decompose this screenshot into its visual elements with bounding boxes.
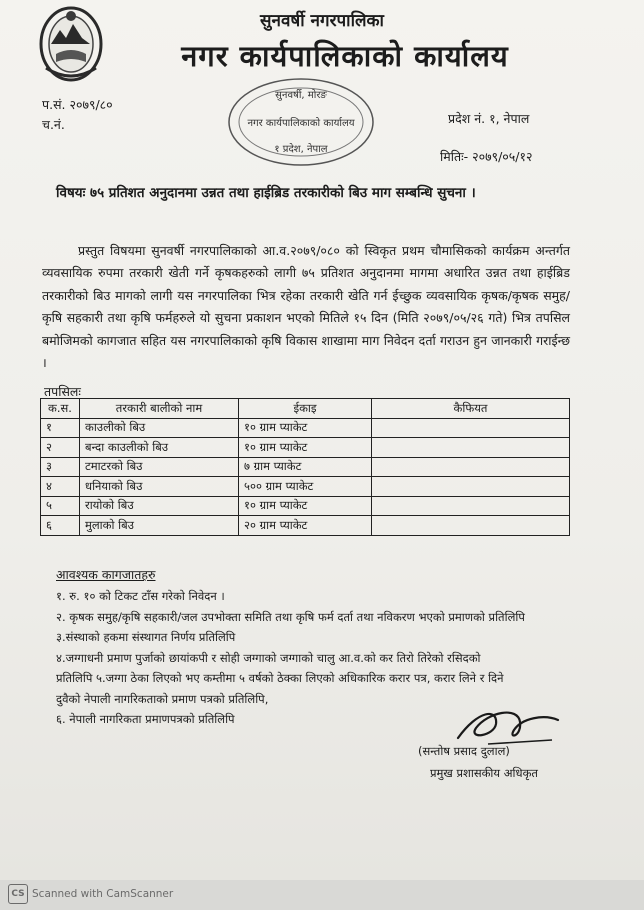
cell-remarks bbox=[372, 516, 570, 536]
stamp-line-3: १ प्रदेश, नेपाल bbox=[274, 144, 328, 155]
list-item: २. कृषक समुह/कृषि सहकारी/जल उपभोक्ता समिति तथा कृषि फर्म दर्ता तथा नविकरण भएको प्रमाणको प्रतिलिपि bbox=[56, 609, 525, 624]
header-remarks: कैफियत bbox=[372, 399, 570, 419]
notice-subject: विषयः ७५ प्रतिशत अनुदानमा उन्नत तथा हाईब्रिड तरकारीको बिउ माग सम्बन्धि सुचना । bbox=[56, 185, 476, 201]
letter-date: मितिः- २०७९/०५/१२ bbox=[440, 149, 533, 164]
cell-serial: २ bbox=[41, 438, 80, 458]
signer-name: (सन्तोष प्रसाद दुलाल) bbox=[418, 744, 510, 758]
stamp-line-1: सुनवर्षी, मोरङ bbox=[275, 90, 327, 101]
table-row bbox=[41, 418, 570, 438]
cell-remarks bbox=[372, 438, 570, 458]
header-serial: क.स. bbox=[41, 399, 80, 419]
dispatch-number: च.नं. bbox=[42, 117, 65, 132]
camscanner-watermark bbox=[8, 884, 173, 904]
cell-remarks bbox=[372, 457, 570, 477]
cell-unit: ५०० ग्राम प्याकेट bbox=[239, 477, 372, 497]
list-item: प्रतिलिपि ५.जग्गा ठेका लिएको भए कम्तीमा ५ वर्षको ठेक्का लिएको अधिकारिक करार पत्र, करार लिने र दिने bbox=[56, 671, 504, 685]
signature-icon bbox=[448, 700, 568, 748]
cell-crop: मुलाको बिउ bbox=[80, 516, 239, 536]
signer-title: प्रमुख प्रशासकीय अधिकृत bbox=[430, 766, 538, 780]
list-item: ६. नेपाली नागरिकता प्रमाणपत्रको प्रतिलिपि bbox=[56, 712, 235, 726]
table-row bbox=[41, 438, 570, 458]
list-item: १. रु. १० को टिकट टाँस गरेको निवेदन । bbox=[56, 589, 225, 603]
table-row bbox=[41, 477, 570, 497]
table-caption: तपसिलः bbox=[44, 384, 81, 399]
cell-serial: ५ bbox=[41, 496, 80, 516]
cell-serial: ४ bbox=[41, 477, 80, 497]
cell-crop: रायोको बिउ bbox=[80, 496, 239, 516]
stamp-line-2: नगर कार्यपालिकाको कार्यालय bbox=[247, 118, 355, 129]
cell-crop: धनियाको बिउ bbox=[80, 477, 239, 497]
header-crop: तरकारी बालीको नाम bbox=[80, 399, 239, 419]
table-header-row bbox=[41, 399, 570, 419]
camscanner-logo: CS bbox=[8, 884, 28, 904]
reference-number: प.सं. २०७९/८० bbox=[42, 97, 113, 112]
cell-crop: काउलीको बिउ bbox=[80, 418, 239, 438]
cell-unit: १० ग्राम प्याकेट bbox=[239, 496, 372, 516]
notice-body: प्रस्तुत विषयमा सुनवर्षी नगरपालिकाको आ.व.२०७९/०८० को स्विकृत प्रथम चौमासिकको कार्यक्रम अन्तर्गत व्यवसायिक रुपमा तरकारी खेती गर्ने कृषकहरुको लागी ७५ प्रतिशत अनुदानमा मागमा अधारित उन्नत तथा हाईब्रिड तरकारीको बिउ मागको लागी यस नगरपालिका भित्र रहेका तरकारी खेति गर्न ईच्छुक व्यवसायिक कृषक/कृषक समुह/कृषि सहकारी तथा कृषि फर्महरुले यो सुचना प्रकाशन भएको मितिले १५ दिन (मिति २०७९/०५/२६ गते) भित्र तपसिल बमोजिमको कागजात सहित यस नगरपालिकाको कृषि विकास शाखामा माग निवेदन दर्ता गराउन हुन जानकारी गराईन्छ । bbox=[42, 243, 570, 371]
cell-crop: बन्दा काउलीको बिउ bbox=[80, 438, 239, 458]
province-label: प्रदेश नं. १, नेपाल bbox=[448, 111, 530, 126]
requirements-title: आवश्यक कागजातहरु bbox=[56, 567, 156, 582]
cell-remarks bbox=[372, 496, 570, 516]
cell-remarks bbox=[372, 477, 570, 497]
cell-crop: टमाटरको बिउ bbox=[80, 457, 239, 477]
office-stamp-icon bbox=[226, 76, 376, 168]
municipality-name: सुनवर्षी नगरपालिका bbox=[260, 11, 384, 31]
cell-unit: १० ग्राम प्याकेट bbox=[239, 418, 372, 438]
table-row bbox=[41, 496, 570, 516]
seed-table bbox=[40, 398, 570, 536]
cell-serial: ६ bbox=[41, 516, 80, 536]
cell-serial: १ bbox=[41, 418, 80, 438]
cell-unit: ७ ग्राम प्याकेट bbox=[239, 457, 372, 477]
list-item: ३.संस्थाको हकमा संस्थागत निर्णय प्रतिलिपि bbox=[56, 630, 236, 644]
list-item: ४.जग्गाधनी प्रमाण पुर्जाको छायांकपी र सोही जग्गाको जग्गाको चालु आ.व.को कर तिरो तिरेको रसिदको bbox=[56, 650, 481, 665]
table-row bbox=[41, 516, 570, 536]
cell-unit: १० ग्राम प्याकेट bbox=[239, 438, 372, 458]
table-row bbox=[41, 457, 570, 477]
office-name: नगर कार्यपालिकाको कार्यालय bbox=[181, 39, 509, 73]
header-unit: ईकाइ bbox=[239, 399, 372, 419]
cell-unit: २० ग्राम प्याकेट bbox=[239, 516, 372, 536]
cell-remarks bbox=[372, 418, 570, 438]
scanner-label: Scanned with CamScanner bbox=[32, 888, 174, 900]
cell-serial: ३ bbox=[41, 457, 80, 477]
list-item: दुवैको नेपाली नागरिकताको प्रमाण पत्रको प्रतिलिपि, bbox=[56, 691, 269, 706]
